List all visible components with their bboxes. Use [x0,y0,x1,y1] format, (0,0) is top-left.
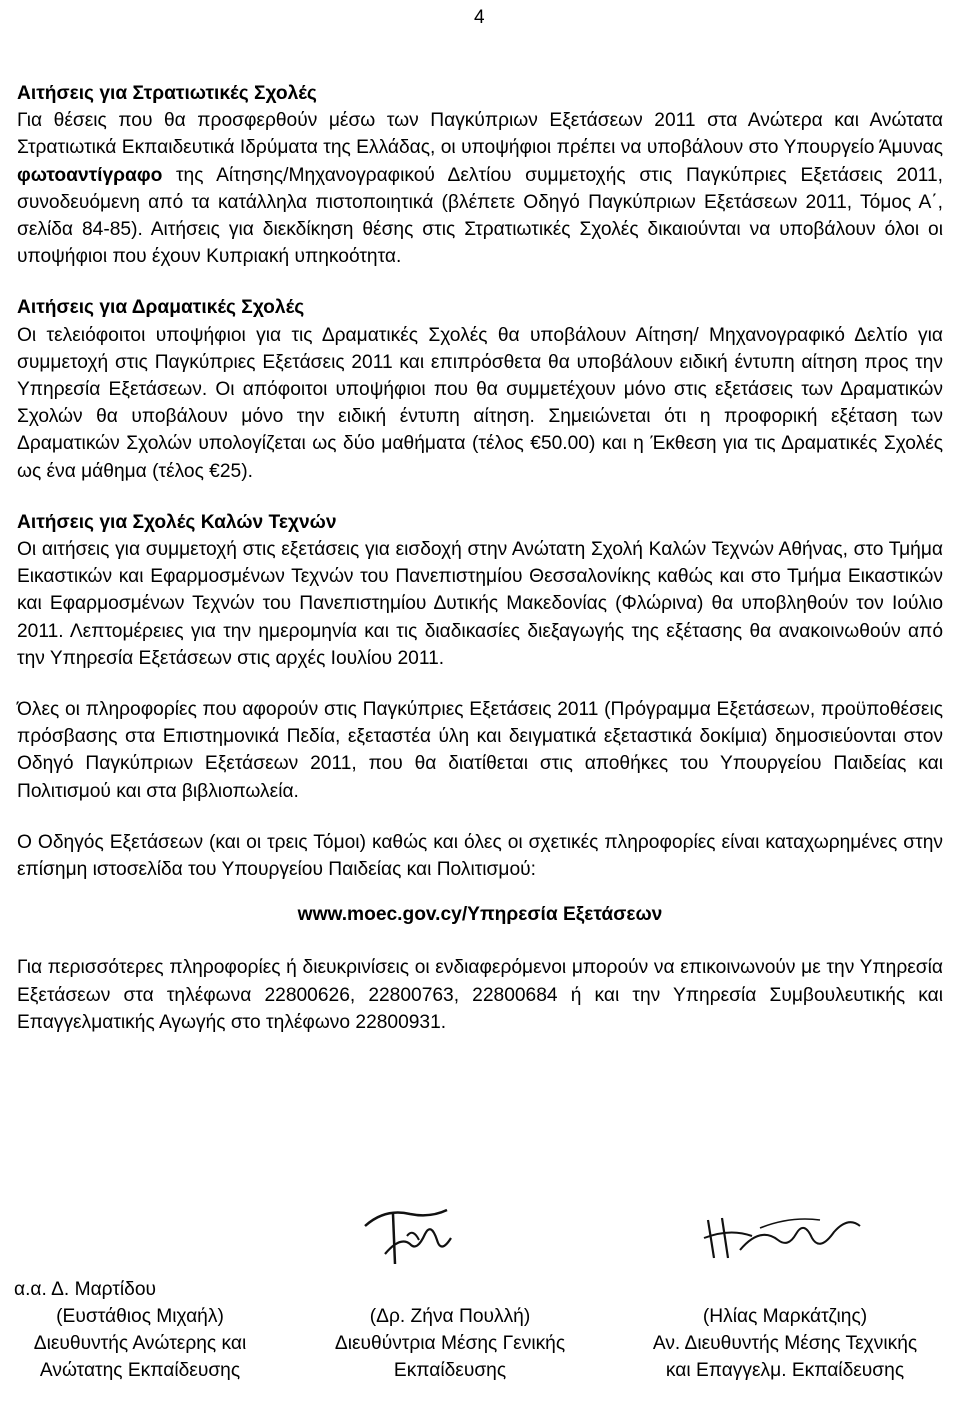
signature-left [0,1276,280,1384]
drama-schools-section [17,294,943,484]
website-url[interactable]: www.moec.gov.cy/Υπηρεσία Εξετάσεων [297,904,663,926]
military-bold-word: φωτοαντίγραφο [17,164,163,186]
signatures-area [0,1276,960,1427]
signature-right-line1: (Ηλίας Μαρκάτζιης) [702,1306,868,1327]
signature-middle-line3: Εκπαίδευσης [393,1360,507,1381]
guide-section [17,829,943,883]
guide-paragraph: Ο Οδηγός Εξετάσεων (και οι τρεις Τόμοι) καθώς και όλες οι σχετικές πληροφορίες είναι καταχωρημένες στην επίσημη ιστοσελίδα του Υπουργείου Παιδείας και Πολιτισμού: [17,831,943,881]
military-schools-heading: Αιτήσεις για Στρατιωτικές Σχολές [17,83,317,104]
signature-left-line2: (Ευστάθιος Μιχαήλ) [56,1306,224,1327]
signature-middle-line2: Διευθύντρια Μέσης Γενικής [334,1333,566,1354]
fine-arts-paragraph: Οι αιτήσεις για συμμετοχή στις εξετάσεις για εισδοχή στην Ανώτατη Σχολή Καλών Τεχνών Αθήνας, στο Τμήμα Εικαστικών και Εφαρμοσμένων Τεχνών του Πανεπιστημίου Θεσσαλονίκης καθώς και στο Τμήμα Εικαστικών και Εφαρμοσμένων Τεχνών του Πανεπιστημίου Δυτικής Μακεδονίας (Φλώρινα) θα υποβληθούν τον Ιούλιο 2011. Λεπτομέρειες για την ημερομηνία και τις διαδικασίες διεξαγωγής της εξέτασης θα ανακοινωθούν από την Υπηρεσία Εξετάσεων στις αρχές Ιουλίου 2011. [17,539,943,669]
contact-section [17,954,943,1036]
contact-paragraph: Για περισσότερες πληροφορίες ή διευκρινίσεις οι ενδιαφερόμενοι μπορούν να επικοινωνούν με την Υπηρεσία Εξετάσεων στα τηλέφωνα 22800626, 22800763, 22800684 ή και την Υπηρεσία Συμβουλευτικής και Επαγγελματικής Αγωγής στο τηλέφωνο 22800931. [17,957,943,1033]
signature-right-image [700,1198,870,1268]
drama-schools-heading: Αιτήσεις για Δραματικές Σχολές [17,297,305,319]
signature-right [620,1303,950,1384]
military-text-before: Για θέσεις που θα προσφερθούν μέσω των Παγκύπριων Εξετάσεων 2011 στα Ανώτερα και Ανώτατα Στρατιωτικά Εκπαιδευτικά Ιδρύματα της Ελλάδας, οι υποψήφιοι πρέπει να υποβάλουν στο Υπουργείο Άμυνας [17,110,943,159]
info-paragraph: Όλες οι πληροφορίες που αφορούν στις Παγκύπριες Εξετάσεις 2011 (Πρόγραμμα Εξετάσεων, προϋποθέσεις πρόσβασης στα Επιστημονικά Πεδία, εξεταστέα ύλη και δειγματικά εξεταστικά δοκίμια) δημοσιεύονται στον Οδηγό Παγκύπριων Εξετάσεων 2011, που θα διατίθεται στις αποθήκες του Υπουργείου Παιδείας και Πολιτισμού και στα βιβλιοπωλεία. [17,699,943,802]
info-section [17,696,943,805]
signature-right-line3: και Επαγγελμ. Εκπαίδευσης [665,1360,905,1381]
signature-right-line2: Αν. Διευθυντής Μέσης Τεχνικής [652,1333,918,1354]
fine-arts-section [17,509,943,672]
drama-schools-paragraph: Οι τελειόφοιτοι υποψήφιοι για τις Δραματικές Σχολές θα υποβάλουν Αίτηση/ Μηχανογραφικό Δελτίο για συμμετοχή στις Παγκύπριες Εξετάσεις 2011 και επιπρόσθετα θα υποβάλουν ειδική έντυπη αίτηση προς την Υπηρεσία Εξετάσεων. Οι απόφοιτοι υποψήφιοι που θα συμμετέχουν μόνο στις εξετάσεις των Δραματικών Σχολών θα υποβάλουν μόνο την ειδική έντυπη αίτηση. Σημειώνεται ότι η προφορική εξέταση των Δραματικών Σχολών υπολογίζεται ως δύο μαθήματα (τέλος €50.00) και η Έκθεση για τις Δραματικές Σχολές ως ένα μάθημα (τέλος €25). [17,324,943,482]
fine-arts-heading: Αιτήσεις για Σχολές Καλών Τεχνών [17,511,337,533]
signature-middle-image [355,1196,465,1276]
document-body [17,80,943,1060]
military-text-after: της Αίτησης/Μηχανογραφικού Δελτίου συμμετοχής στις Παγκύπριες Εξετάσεις 2011, συνοδευόμενη από τα κατάλληλα πιστοποιητικά (βλέπετε Οδηγό Παγκύπριων Εξετάσεων 2011, Τόμος Α΄, σελίδα 84-85). Αιτήσεις για διεκδίκηση θέσης στις Στρατιωτικές Σχολές δικαιούνται να υποβάλουν όλοι οι υποψήφιοι που έχουν Κυπριακή υπηκοότητα. [17,164,943,268]
signature-middle-line1: (Δρ. Ζήνα Πουλλή) [369,1306,531,1327]
military-schools-section [17,80,943,270]
signature-middle [300,1303,600,1384]
signature-left-line3: Διευθυντής Ανώτερης και [33,1333,247,1354]
military-schools-paragraph [17,107,943,270]
page-number: 4 [474,7,485,28]
signature-left-line1: α.α. Δ. Μαρτίδου [14,1279,157,1300]
signature-left-line4: Ανώτατης Εκπαίδευσης [39,1360,241,1381]
